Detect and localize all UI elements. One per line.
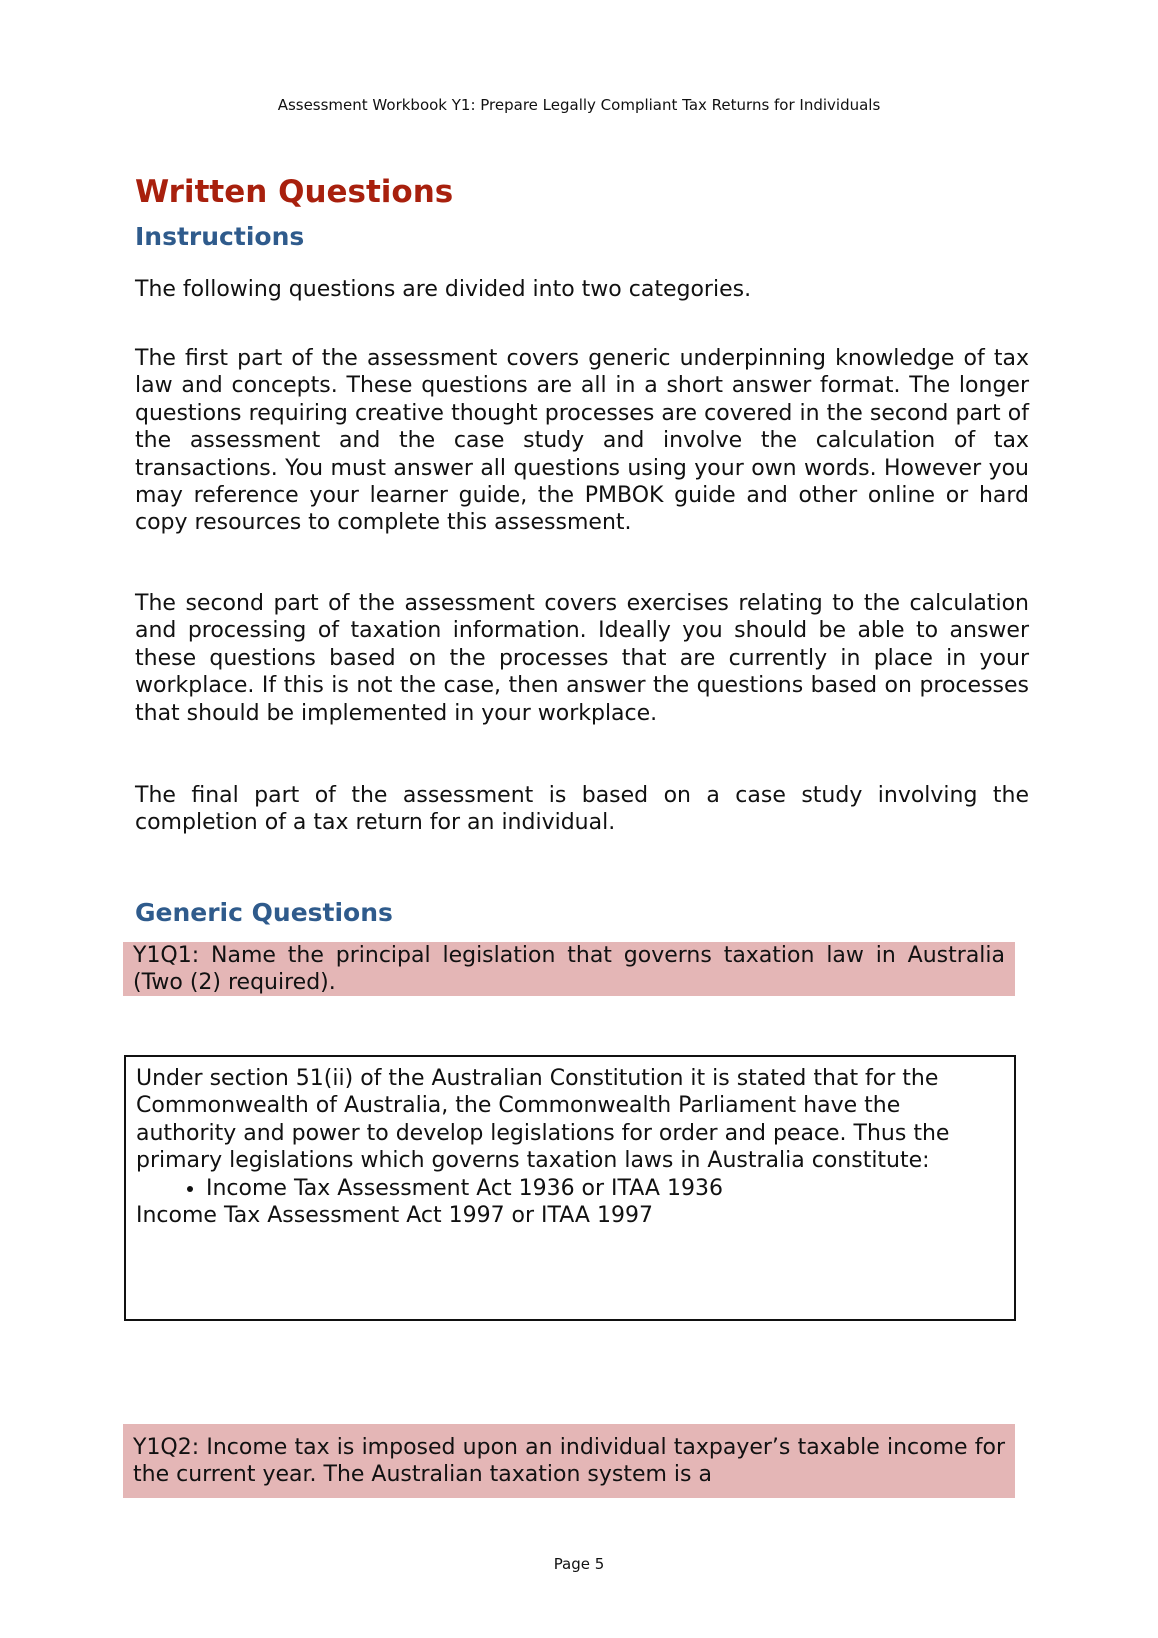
instructions-heading: Instructions xyxy=(135,222,305,251)
answer-list xyxy=(136,1175,1004,1202)
instructions-paragraph-2: The first part of the assessment covers generic underpinning knowledge of tax law and concepts. These questions are all in a short answer format. The longer questions requiring creative thought processes are covered in the second part of the assessment and the case study and involve the calculation of tax transactions. You must answer all questions using your own words. However you may reference your learner guide, the PMBOK guide and other online or hard copy resources to complete this assessment. xyxy=(135,346,1029,536)
answer-intro: Under section 51(ii) of the Australian Constitution it is stated that for the Commonwealth of Australia, the Commonwealth Parliament have the authority and power to develop legislations for order and peace. Thus the primary legislations which governs taxation laws in Australia constitute: xyxy=(136,1066,950,1174)
question-y1q1: Y1Q1: Name the principal legislation that governs taxation law in Australia (Two (2) required). xyxy=(123,942,1015,996)
page-title: Written Questions xyxy=(135,174,454,210)
page-header: Assessment Workbook Y1: Prepare Legally Compliant Tax Returns for Individuals xyxy=(277,96,881,114)
question-y1q2: Y1Q2: Income tax is imposed upon an individual taxpayer’s taxable income for the current year. The Australian taxation system is a xyxy=(123,1424,1015,1498)
generic-questions-heading: Generic Questions xyxy=(135,898,393,927)
instructions-paragraph-1: The following questions are divided into two categories. xyxy=(135,277,752,302)
instructions-paragraph-4: The final part of the assessment is based on a case study involving the completion of a tax return for an individual. xyxy=(135,783,1029,836)
answer-bullet-item: • Income Tax Assessment Act 1936 or ITAA 1936 xyxy=(206,1175,1004,1202)
answer-line: Income Tax Assessment Act 1997 or ITAA 1997 xyxy=(136,1203,653,1229)
answer-box-y1q1[interactable] xyxy=(124,1055,1016,1321)
instructions-paragraph-3: The second part of the assessment covers exercises relating to the calculation and processing of taxation information. Ideally you should be able to answer these questions based on the processes that are currently in place in your workplace. If this is not the case, then answer the questions based on processes that should be implemented in your workplace. xyxy=(135,591,1029,726)
page-number: Page 5 xyxy=(553,1555,605,1573)
